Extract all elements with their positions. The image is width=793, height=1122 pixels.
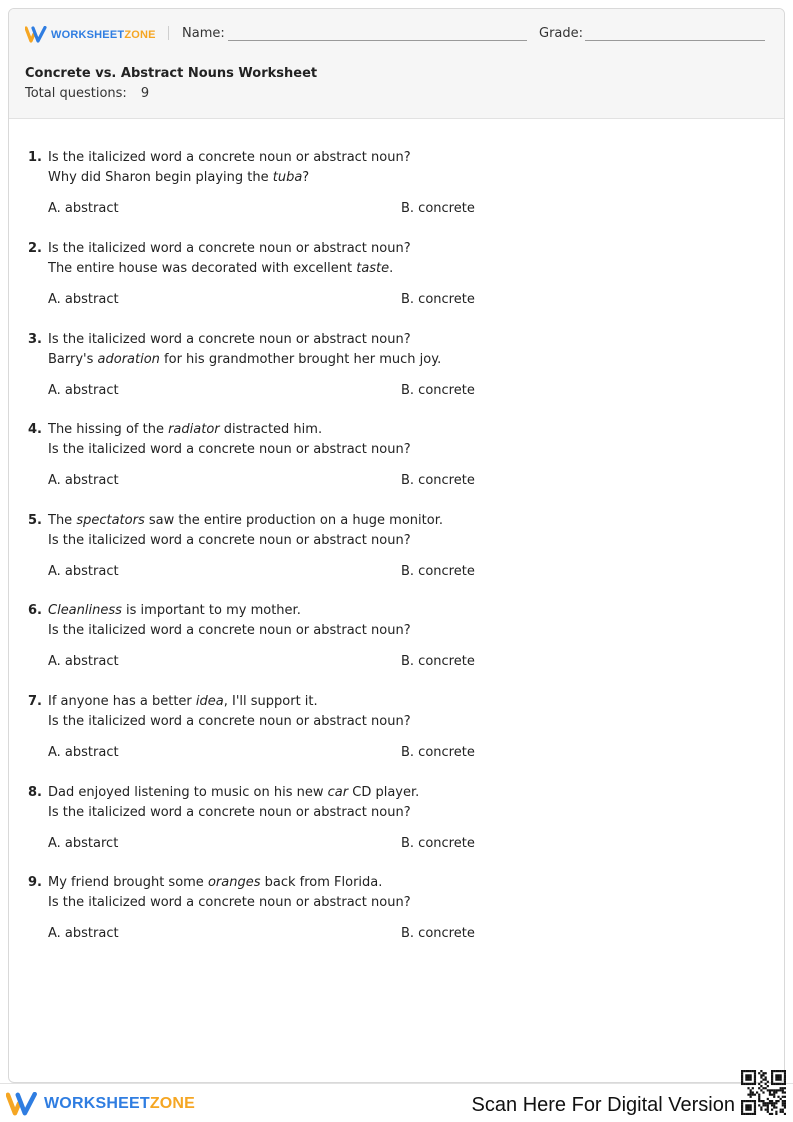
- question-text-line: [48, 352, 441, 367]
- header-divider: [168, 26, 169, 40]
- question-number: 2.: [28, 241, 42, 256]
- footer-divider: [0, 1083, 793, 1084]
- text-segment: Is the italicized word a concrete noun or abstract noun?: [48, 895, 411, 910]
- option-b[interactable]: B. concrete: [401, 473, 475, 488]
- option-b[interactable]: B. concrete: [401, 564, 475, 579]
- qr-code-icon[interactable]: [741, 1070, 786, 1115]
- option-b[interactable]: B. concrete: [401, 292, 475, 307]
- option-b[interactable]: B. concrete: [401, 383, 475, 398]
- italic-noun: tuba: [272, 170, 303, 185]
- brand-w-icon: [25, 26, 47, 43]
- question-text-line: [48, 603, 301, 618]
- text-segment: The entire house was decorated with excellent: [48, 261, 357, 276]
- question-number: 7.: [28, 694, 42, 709]
- question-number: 6.: [28, 603, 42, 618]
- option-a[interactable]: A. abstarct: [48, 836, 119, 851]
- name-field[interactable]: [228, 40, 527, 41]
- total-questions: Total questions: 9: [25, 86, 150, 101]
- question-text-line: [48, 533, 411, 548]
- option-b[interactable]: B. concrete: [401, 836, 475, 851]
- question-item: [9, 513, 769, 583]
- option-b[interactable]: B. concrete: [401, 654, 475, 669]
- question-number: 1.: [28, 150, 42, 165]
- option-a[interactable]: A. abstract: [48, 201, 119, 216]
- question-item: [9, 332, 769, 402]
- option-a[interactable]: A. abstract: [48, 654, 119, 669]
- question-text-line: [48, 895, 411, 910]
- question-text-line: [48, 805, 411, 820]
- text-segment: Is the italicized word a concrete noun or abstract noun?: [48, 714, 411, 729]
- footer-brand-wordmark: WORKSHEETZONE: [44, 1095, 196, 1112]
- grade-field[interactable]: [585, 40, 765, 41]
- name-label: Name:: [182, 26, 225, 41]
- option-a[interactable]: A. abstract: [48, 745, 119, 760]
- question-item: [9, 785, 769, 855]
- question-item: [9, 422, 769, 492]
- italic-noun: Cleanliness: [48, 603, 122, 618]
- brand-wordmark: WORKSHEETZONE: [51, 28, 156, 41]
- worksheet-card: [8, 8, 785, 1083]
- text-segment: If anyone has a better: [48, 694, 196, 709]
- brand-logo: [25, 26, 156, 43]
- question-text-line: [48, 694, 318, 709]
- option-b[interactable]: B. concrete: [401, 926, 475, 941]
- text-segment: Is the italicized word a concrete noun or abstract noun?: [48, 150, 411, 165]
- total-questions-value: 9: [140, 86, 150, 101]
- question-number: 4.: [28, 422, 42, 437]
- text-segment: ?: [302, 170, 310, 185]
- question-text-line: [48, 785, 419, 800]
- question-text-line: [48, 332, 411, 347]
- text-segment: The hissing of the: [48, 422, 169, 437]
- question-text-line: [48, 623, 411, 638]
- text-segment: saw the entire production on a huge monitor.: [144, 513, 443, 528]
- text-segment: Is the italicized word a concrete noun or abstract noun?: [48, 332, 411, 347]
- text-segment: Is the italicized word a concrete noun or abstract noun?: [48, 241, 411, 256]
- text-segment: Dad enjoyed listening to music on his new: [48, 785, 328, 800]
- text-segment: , I'll support it.: [223, 694, 318, 709]
- question-text-line: [48, 714, 411, 729]
- option-a[interactable]: A. abstract: [48, 292, 119, 307]
- text-segment: Is the italicized word a concrete noun or abstract noun?: [48, 805, 411, 820]
- italic-noun: oranges: [207, 875, 261, 890]
- italic-noun: taste: [356, 261, 390, 276]
- question-text-line: [48, 875, 382, 890]
- question-item: [9, 694, 769, 764]
- question-number: 3.: [28, 332, 42, 347]
- text-segment: Barry's: [48, 352, 98, 367]
- question-text-line: [48, 442, 411, 457]
- text-segment: back from Florida.: [260, 875, 383, 890]
- question-text-line: [48, 261, 393, 276]
- text-segment: Is the italicized word a concrete noun or abstract noun?: [48, 442, 411, 457]
- italic-noun: adoration: [97, 352, 160, 367]
- text-segment: distracted him.: [219, 422, 323, 437]
- worksheet-title: Concrete vs. Abstract Nouns Worksheet: [25, 66, 318, 81]
- option-b[interactable]: B. concrete: [401, 745, 475, 760]
- question-text-line: [48, 513, 443, 528]
- question-item: [9, 875, 769, 945]
- text-segment: The: [48, 513, 77, 528]
- text-segment: Is the italicized word a concrete noun or abstract noun?: [48, 533, 411, 548]
- question-text-line: [48, 170, 309, 185]
- question-number: 8.: [28, 785, 42, 800]
- option-a[interactable]: A. abstract: [48, 383, 119, 398]
- option-b[interactable]: B. concrete: [401, 201, 475, 216]
- option-a[interactable]: A. abstract: [48, 564, 119, 579]
- question-item: [9, 603, 769, 673]
- footer-brand-logo: [6, 1092, 195, 1116]
- question-item: [9, 150, 769, 220]
- question-text-line: [48, 150, 411, 165]
- italic-noun: radiator: [168, 422, 220, 437]
- question-item: [9, 241, 769, 311]
- worksheet-header: [9, 9, 784, 119]
- text-segment: for his grandmother brought her much joy.: [159, 352, 442, 367]
- question-text-line: [48, 422, 322, 437]
- text-segment: My friend brought some: [48, 875, 208, 890]
- text-segment: CD player.: [348, 785, 420, 800]
- italic-noun: car: [327, 785, 349, 800]
- scan-instruction: Scan Here For Digital Version: [471, 1094, 735, 1116]
- italic-noun: idea: [195, 694, 224, 709]
- grade-label: Grade:: [539, 26, 584, 41]
- brand-w-icon: [6, 1092, 38, 1116]
- text-segment: Why did Sharon begin playing the: [48, 170, 273, 185]
- italic-noun: spectators: [76, 513, 145, 528]
- question-number: 9.: [28, 875, 42, 890]
- text-segment: Is the italicized word a concrete noun or abstract noun?: [48, 623, 411, 638]
- question-number: 5.: [28, 513, 42, 528]
- question-text-line: [48, 241, 411, 256]
- option-a[interactable]: A. abstract: [48, 926, 119, 941]
- text-segment: is important to my mother.: [121, 603, 301, 618]
- text-segment: .: [389, 261, 394, 276]
- option-a[interactable]: A. abstract: [48, 473, 119, 488]
